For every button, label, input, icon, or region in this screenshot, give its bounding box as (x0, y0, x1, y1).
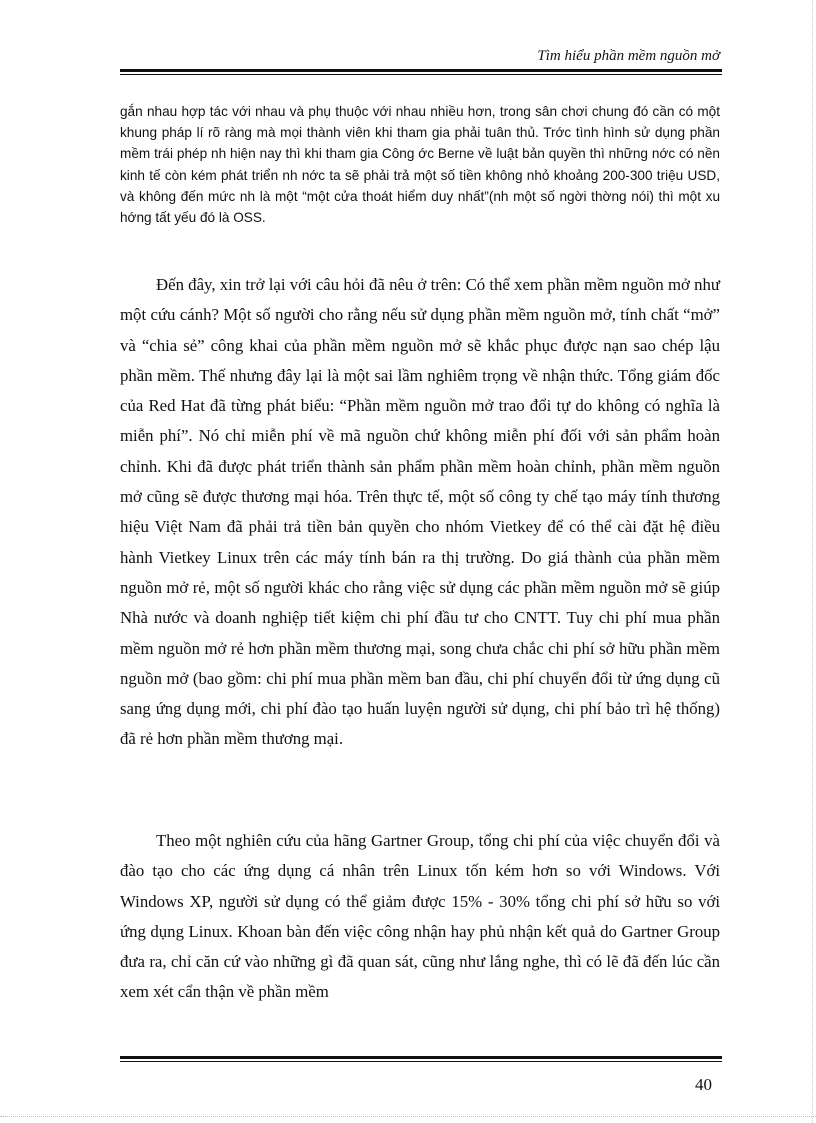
body-paragraph-3: Theo một nghiên cứu của hãng Gartner Group, tổng chi phí của việc chuyển đổi và đào tạo cho các ứng dụng cá nhân trên Linux tốn kém hơn so với Windows. Với Windows XP, người sử dụng có thể giảm được 15% - 30% tổng chi phí sở hữu so với ứng dụng Linux. Khoan bàn đến việc công nhận hay phủ nhận kết quả do Gartner Group đưa ra, chỉ căn cứ vào những gì đã quan sát, cũng như lắng nghe, thì có lẽ đã đến lúc cần xem xét cẩn thận về phần mềm (120, 831, 720, 1002)
body-paragraph-1: gắn nhau hợp tác với nhau và phụ thuộc với nhau nhiều hơn, trong sân chơi chung đó cần có một khung pháp lí rõ ràng mà mọi thành viên khi tham gia phải tuân thủ. Trớc tình hình sử dụng phần mềm trái phép nh hiện nay thì khi tham gia Công ớc Berne về luật bản quyền thì những nớc có nền kinh tế còn kém phát triển nh nớc ta sẽ phải trả một số tiền không nhỏ khoảng 200-300 triệu USD, và không đến mức nh là một “một cửa thoát hiểm duy nhất”(nh một số ngời thờng nói) thì một xu hớng tất yếu đó là OSS. (120, 104, 720, 226)
page-number: 40 (695, 1075, 712, 1094)
footer-rule-thin (120, 1061, 722, 1062)
running-header-title: Tìm hiểu phần mềm nguồn mở (537, 48, 720, 64)
footer-rule-thick (120, 1056, 722, 1059)
header-rule-thick (120, 69, 722, 72)
header-rule-thin (120, 74, 722, 75)
page-edge-right (812, 0, 814, 1123)
page-edge-bottom (0, 1116, 816, 1118)
body-paragraph-2: Đến đây, xin trở lại với câu hỏi đã nêu ở trên: Có thể xem phần mềm nguồn mở như một cứu cánh? Một số người cho rằng nếu sử dụng phần mềm nguồn mở, tính chất “mở” và “chia sẻ” công khai của phần mềm nguồn mở sẽ khắc phục được nạn sao chép lậu phần mềm. Thế nhưng đây lại là một sai lầm nghiêm trọng về nhận thức. Tổng giám đốc của Red Hat đã từng phát biểu: “Phần mềm nguồn mở trao đổi tự do không có nghĩa là miễn phí”. Nó chỉ miễn phí về mã nguồn chứ không miễn phí đối với sản phẩm hoàn chỉnh. Khi đã được phát triển thành sản phẩm phần mềm hoàn chỉnh, phần mềm nguồn mở cũng sẽ được thương mại hóa. Trên thực tế, một số công ty chế tạo máy tính thương hiệu Việt Nam đã phải trả tiền bản quyền cho nhóm Vietkey để có thể cài đặt hệ điều hành Vietkey Linux trên các máy tính bán ra thị trường. Do giá thành của phần mềm nguồn mở rẻ, một số người khác cho rằng việc sử dụng các phần mềm nguồn mở sẽ giúp Nhà nước và doanh nghiệp tiết kiệm chi phí đầu tư cho CNTT. Tuy chi phí mua phần mềm nguồn mở rẻ hơn phần mềm thương mại, song chưa chắc chi phí sở hữu phần mềm nguồn mở (bao gồm: chi phí mua phần mềm ban đầu, chi phí chuyển đổi từ ứng dụng cũ sang ứng dụng mới, chi phí đào tạo huấn luyện người sử dụng, chi phí bảo trì hệ thống) đã rẻ hơn phần mềm thương mại. (120, 275, 720, 749)
